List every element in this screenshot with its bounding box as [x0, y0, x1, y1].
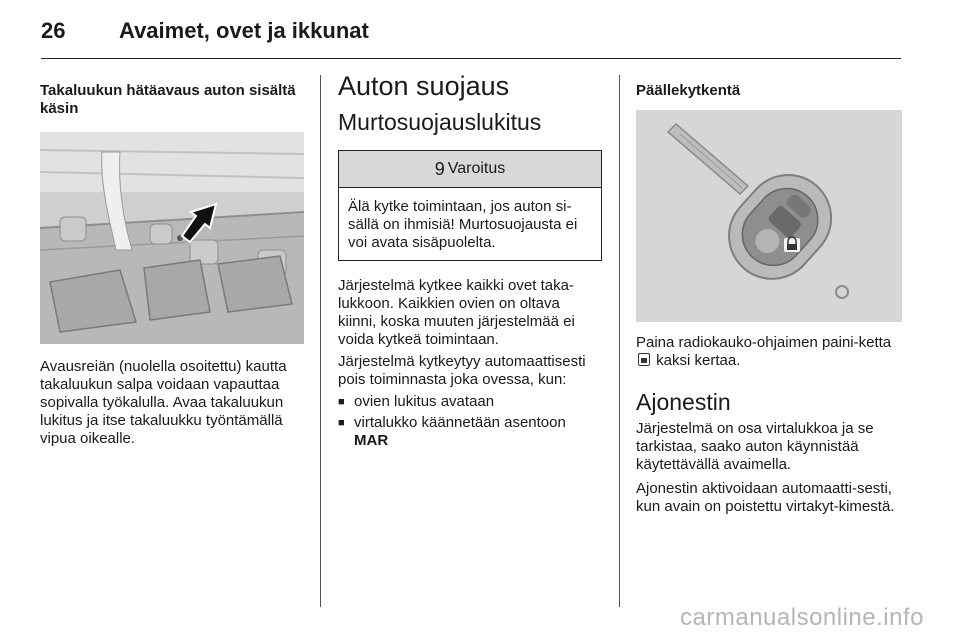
list-item: ■ virtalukko käännetään asentoon MAR: [338, 414, 566, 449]
warning-box: [338, 150, 602, 261]
list-item: ■ ovien lukitus avataan: [338, 393, 495, 410]
column-right: [636, 70, 902, 516]
column-left: [40, 70, 304, 448]
column-divider-2: [619, 75, 620, 607]
tailgate-illustration: [40, 132, 304, 344]
header-rule: [41, 58, 901, 59]
paragraph: Järjestelmä kytkee kaikki ovet taka-lukkoon. Kaikkien ovien on oltava kiinni, koska muuten järjestelmää ei voida kytkeä toimintaan.: [338, 277, 575, 348]
page-header: [41, 18, 901, 58]
bullet-list: [338, 393, 602, 450]
lock-button-icon: [638, 353, 650, 366]
page-number: 26: [41, 18, 66, 43]
paragraph: Paina radiokauko-ohjaimen paini-ketta kaksi kertaa.: [636, 334, 892, 369]
warning-text: Älä kytke toimintaan, jos auton si-sällä on ihmisiä! Murtosuojausta ei voi avata sisäpuolelta.: [348, 198, 578, 251]
bullet-icon: ■: [338, 396, 345, 408]
tailgate-instructions: Avausreiän (nuolella osoitettu) kautta takaluukun salpa voidaan vapauttaa sopivalla työkalulla. Avaa takaluukun lukitus ja itse takaluukku työntämällä vipua oikealle.: [40, 358, 287, 447]
warning-icon: 9: [434, 158, 445, 179]
column-middle: [338, 70, 602, 453]
key-remote-illustration: [636, 110, 902, 322]
paragraph: Ajonestin aktivoidaan automaatti-sesti, kun avain on poistettu virtakyt-kimestä.: [636, 480, 895, 515]
bullet-icon: ■: [338, 417, 345, 429]
warning-label: Varoitus: [447, 160, 506, 177]
column-divider-1: [320, 75, 321, 607]
paragraph: Järjestelmä kytkeytyy automaattisesti pois toiminnasta joka ovessa, kun:: [338, 353, 586, 388]
chapter-title: Avaimet, ovet ja ikkunat: [119, 18, 369, 43]
watermark: carmanualsonline.info: [680, 604, 924, 631]
warning-header: [339, 151, 601, 188]
folding-key-remote-photo: [636, 110, 902, 322]
section-title: Auton suojaus: [338, 71, 510, 101]
tailgate-latch-photo: [40, 132, 304, 344]
ignition-position: MAR: [354, 432, 389, 449]
section-heading: Ajonestin: [636, 389, 731, 415]
section-subhead: Takaluukun hätäavaus auton sisältä käsin: [40, 82, 296, 117]
section-subhead: Päällekytkentä: [636, 82, 741, 99]
paragraph: Järjestelmä on osa virtalukkoa ja se tarkistaa, saako auton käynnistää käytettävällä avaimella.: [636, 420, 874, 473]
section-subtitle: Murtosuojauslukitus: [338, 109, 542, 135]
